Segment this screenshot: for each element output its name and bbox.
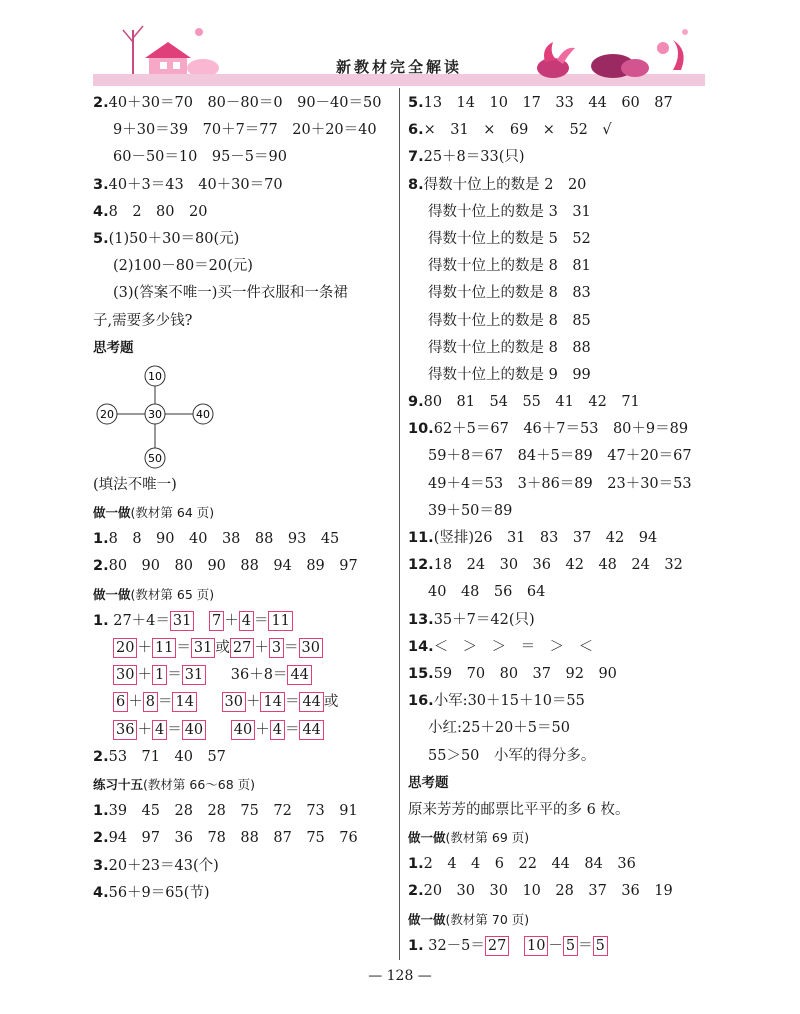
answer-box: 11 [152,638,176,658]
answer-text: 得数十位上的数是 2 20 [423,176,587,193]
answer-line [408,661,708,688]
item-number: 13. [408,611,434,628]
diagram-top-value: 10 [148,369,162,383]
item-number: 2. [408,883,424,900]
answer-line [408,90,708,117]
answer-line [93,280,393,307]
answer-box: 31 [170,611,194,631]
section-heading-64 [93,499,393,526]
operator: ＋ [255,721,270,738]
answer-text: 56＋9＝65(节) [108,884,210,901]
item-number: 2. [93,558,109,575]
boxed-line-5 [93,717,393,744]
page-header [93,8,705,86]
answer-line [93,308,393,335]
section-page: (教材第 66～68 页) [143,776,256,792]
item-number: 1. [93,803,109,820]
answer-box: 36 [113,720,137,740]
answer-line [408,743,708,770]
operator: ＋ [137,667,152,684]
answer-text: 得数十位上的数是 5 52 [428,230,591,247]
answer-box: 30 [113,665,137,685]
item-number: 16. [408,693,434,710]
answer-text: 得数十位上的数是 8 81 [428,258,591,275]
answer-box: 31 [191,638,215,658]
answer-text: 8 2 80 20 [108,203,208,220]
answer-line [408,280,708,307]
section-heading-65 [93,581,393,608]
answer-line [408,607,708,634]
item-number: 4. [93,884,109,901]
header-title: 新教材完全解读 [335,58,462,76]
flower-illustration [523,12,703,78]
answer-text: 20 30 30 10 28 37 36 19 [423,883,673,900]
answer-text: 35＋7＝42(只) [433,611,535,628]
think-heading-1: 思考题 [93,339,134,356]
section-label: 做一做 [93,505,131,521]
answer-line [93,526,393,553]
page-number: — 128 — [368,968,432,984]
answer-box: 14 [260,692,284,712]
answer-text: 39＋50＝89 [428,502,513,519]
answer-line [408,579,708,606]
answer-box: 7 [209,611,224,631]
answer-text: 53 71 40 57 [108,748,226,765]
answer-box: 40 [231,720,255,740]
answer-box: 10 [524,936,548,956]
section-page: (教材第 65 页) [130,586,215,602]
answer-line [408,634,708,661]
boxed-line-4 [93,689,393,716]
item-number: 3. [93,857,109,874]
answer-text: 9＋30＝39 70＋7＝77 20＋20＝40 [113,122,377,139]
answer-text: (3)(答案不唯一)买一件衣服和一条裙 [113,285,348,302]
answer-text: 59 70 80 37 92 90 [433,665,617,682]
answer-line [93,144,393,171]
answer-text: 8 8 90 40 38 88 93 45 [108,531,340,548]
answer-box: 5 [563,936,578,956]
answer-box: 4 [239,611,254,631]
item-number: 5. [408,95,424,111]
section-heading-69 [408,824,708,851]
answer-line [408,688,708,715]
answer-line [93,253,393,280]
answer-box: 5 [593,936,608,956]
answer-line [93,798,393,825]
item-number: 1. [408,937,424,954]
operator: ＋ [245,694,261,711]
section-page: (教材第 64 页) [130,505,215,521]
column-divider [399,88,400,960]
section-label: 做一做 [408,911,446,927]
boxed-line-1 [93,608,393,635]
operator: ＋ [224,612,239,629]
answer-text: 得数十位上的数是 8 88 [428,339,591,356]
operator: ＋ [137,721,152,738]
section-label: 练习十五 [93,776,144,792]
answer-box: 44 [299,720,323,740]
answer-text: × 31 × 69 × 52 √ [423,122,612,139]
expr: 32－5＝ [428,937,485,954]
item-number: 15. [408,665,434,682]
section-label: 做一做 [93,586,131,602]
answer-box: 6 [113,692,128,712]
think-heading-2: 思考题 [408,774,449,791]
answer-text: 49＋4＝53 3＋86＝89 23＋30＝53 [428,475,692,492]
answer-line [93,880,393,907]
or-text: 或 [215,640,230,656]
operator: － [548,937,563,954]
right-answer-lines [408,90,708,770]
boxed-line-3 [93,662,393,689]
boxed-line-70 [408,933,708,960]
section-69-lines [408,851,708,905]
expr: 27＋4＝ [113,612,170,629]
diagram-note: (填法不唯一) [93,476,177,493]
answer-text: 25＋8＝33(只) [423,149,525,166]
answer-text: 39 45 28 28 75 72 73 91 [108,803,358,820]
answer-line [408,498,708,525]
boxed-line-2 [93,635,393,662]
answer-text: 得数十位上的数是 8 83 [428,285,591,302]
item-number: 5. [93,230,109,247]
left-answer-lines [93,90,393,335]
equals: ＝ [284,721,300,738]
answer-line [408,226,708,253]
answer-text: 小军:30＋15＋10＝55 [433,693,585,710]
answer-box: 4 [270,720,285,740]
answer-text: (2)100－80＝20(元) [113,258,253,275]
answer-text: 40 48 56 64 [428,584,546,601]
right-column [408,90,708,960]
answer-text: 80 90 80 90 88 94 89 97 [108,558,358,575]
answer-box: 14 [172,692,196,712]
item-number: 14. [408,638,434,655]
answer-box: 30 [222,692,246,712]
answer-line [408,335,708,362]
diagram-right-value: 40 [196,407,210,421]
item-number: 6. [408,122,424,139]
answer-text: (1)50＋30＝80(元) [108,230,240,247]
diagram-center-value: 30 [148,407,162,421]
answer-line [93,226,393,253]
answer-line [93,825,393,852]
item-number: 3. [93,176,109,193]
answer-line [408,308,708,335]
answer-line [408,443,708,470]
answer-text: 80 81 54 55 41 42 71 [423,394,640,411]
answer-text: 40＋30＝70 80－80＝0 90－40＝50 [108,95,382,111]
cross-diagram [93,362,393,472]
section-64-lines [93,526,393,580]
answer-line [408,144,708,171]
answer-text: 得数十位上的数是 3 31 [428,203,591,220]
section-label: 做一做 [408,830,446,846]
answer-line [408,362,708,389]
equals: ＝ [167,721,182,738]
answer-line [408,525,708,552]
operator: ＋ [254,640,269,656]
item-number: 1. [93,531,109,548]
answer-line [408,471,708,498]
answer-box: 44 [299,692,323,712]
section-page: (教材第 70 页) [445,911,530,927]
think-answer: 原来芳芳的邮票比平平的多 6 枚。 [408,801,630,818]
answer-text: 得数十位上的数是 8 85 [428,312,591,329]
answer-text: 94 97 36 78 88 87 75 76 [108,830,358,847]
item-number: 2. [93,830,109,847]
or-text: 或 [323,694,339,711]
answer-text: 得数十位上的数是 9 99 [428,366,591,383]
answer-box: 40 [182,720,206,740]
answer-text: 20＋23＝43(个) [108,857,219,874]
answer-line [408,416,708,443]
answer-line [408,715,708,742]
answer-line [408,253,708,280]
answer-box: 31 [182,665,206,685]
cross-diagram-svg [95,362,225,472]
answer-line [408,117,708,144]
answer-line [408,199,708,226]
section-66-lines [93,798,393,907]
equals: ＝ [284,640,299,656]
equals: ＝ [167,667,182,684]
answer-line [408,389,708,416]
diagram-bottom-value: 50 [148,451,162,465]
item-number: 10. [408,421,434,438]
section-heading-70 [408,906,708,933]
answer-text: ＜ ＞ ＞ ＝ ＞ ＜ [433,638,594,655]
answer-text: 62＋5＝67 46＋7＝53 80＋9＝89 [433,421,689,438]
answer-text: 55＞50 小军的得分多。 [428,747,596,764]
expr: 36＋8＝ [230,667,288,684]
answer-text: 40＋3＝43 40＋30＝70 [108,176,283,193]
item-number: 11. [408,530,434,546]
answer-text: 小红:25＋20＋5＝50 [428,720,570,737]
answer-text: 60－50＝10 95－5＝90 [113,149,287,166]
answer-box: 20 [113,638,137,658]
answer-text: 子,需要多少钱? [93,312,193,329]
answer-box: 4 [152,720,167,740]
answer-line [408,172,708,199]
answer-text: 2 4 4 6 22 44 84 36 [423,856,636,873]
answer-text: 18 24 30 36 42 48 24 32 [433,557,683,574]
equals: ＝ [284,694,300,711]
item-number: 7. [408,149,424,166]
diagram-left-value: 20 [100,407,114,421]
answer-box: 30 [299,638,323,658]
item-number: 1. [408,856,424,873]
answer-box: 3 [269,638,284,658]
answer-line [93,172,393,199]
answer-line [93,553,393,580]
answer-line [93,744,393,771]
answer-line [408,878,708,905]
equals: ＝ [176,640,191,656]
equals: ＝ [157,694,173,711]
answer-box: 8 [143,692,158,712]
answer-box: 27 [485,936,509,956]
equals: ＝ [578,937,593,954]
answer-text: 59＋8＝67 84＋5＝89 47＋20＝67 [428,448,692,465]
section-heading-66 [93,771,393,798]
answer-text: 13 14 10 17 33 44 60 87 [423,95,673,111]
answer-box: 44 [287,665,311,685]
item-number: 4. [93,203,109,220]
answer-line [93,117,393,144]
left-column [93,90,393,907]
answer-line [93,853,393,880]
answer-box: 1 [152,665,167,685]
answer-text: (竖排)26 31 83 37 42 94 [433,530,658,546]
section-page: (教材第 69 页) [445,830,530,846]
answer-line [93,199,393,226]
operator: ＋ [137,640,152,656]
operator: ＋ [128,694,143,711]
item-number: 1. [93,612,109,629]
item-number: 2. [93,748,109,765]
equals: ＝ [253,612,269,629]
answer-line [408,851,708,878]
item-number: 8. [408,176,424,193]
item-number: 9. [408,394,424,411]
answer-box: 11 [268,611,292,631]
answer-line [408,552,708,579]
answer-box: 27 [230,638,254,658]
item-number: 2. [93,95,109,111]
answer-line [93,90,393,117]
item-number: 12. [408,557,434,574]
